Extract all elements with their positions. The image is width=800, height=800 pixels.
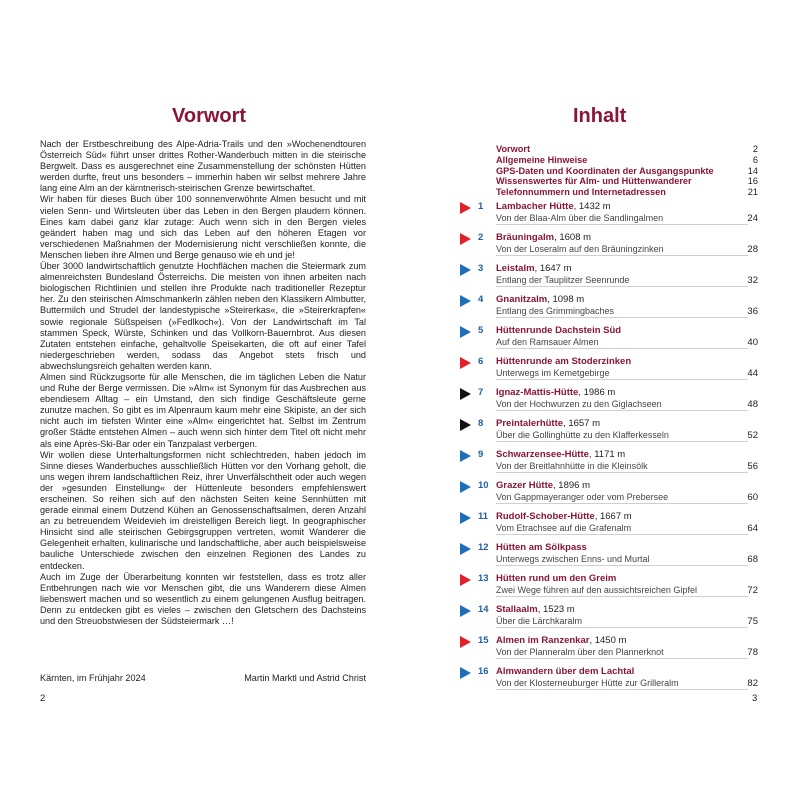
toc-tour-entry[interactable] <box>460 447 758 478</box>
toc-tour-entry[interactable] <box>460 540 758 571</box>
tour-subtitle: Unterwegs zwischen Enns- und Murtal <box>496 554 748 566</box>
toc-intro-label: GPS-Daten und Koordinaten der Ausgangspunkte <box>496 165 714 176</box>
contents-heading: Inhalt <box>573 105 627 127</box>
toc-tour-entry[interactable] <box>460 633 758 664</box>
tour-triangle-icon <box>460 605 471 617</box>
tour-altitude: , 1896 m <box>553 480 590 491</box>
tour-triangle-icon <box>460 636 471 648</box>
tour-triangle-icon <box>460 357 471 369</box>
tour-number: 9 <box>478 449 484 460</box>
tour-page: 72 <box>747 585 758 596</box>
tour-page: 52 <box>747 430 758 441</box>
tour-subtitle: Von der Loseralm auf den Bräuningzinken <box>496 244 748 256</box>
tour-title <box>496 232 591 243</box>
tour-name: Hüttenrunde am Stoderzinken <box>496 356 632 367</box>
toc-tour-entry[interactable] <box>460 385 758 416</box>
tour-name: Lambacher Hütte <box>496 201 574 212</box>
toc-tour-entry[interactable] <box>460 664 758 695</box>
toc-tour-entry[interactable] <box>460 261 758 292</box>
tour-subtitle: Vom Etrachsee auf die Grafenalm <box>496 523 748 535</box>
tour-title <box>496 356 631 367</box>
tour-page: 60 <box>747 492 758 503</box>
tour-altitude: , 1657 m <box>563 418 601 429</box>
tour-triangle-icon <box>460 543 471 555</box>
tour-name: Grazer Hütte <box>496 480 554 491</box>
tour-number: 11 <box>478 511 489 522</box>
tour-number: 14 <box>478 604 489 615</box>
toc-tour-entry[interactable] <box>460 199 758 230</box>
tour-subtitle: Zwei Wege führen auf den aussichtsreichen Gipfel <box>496 585 748 597</box>
right-page <box>400 0 800 800</box>
toc-intro-label: Allgemeine Hinweise <box>496 154 588 165</box>
toc-intro-label: Vorwort <box>496 144 531 154</box>
toc-intro-label: Wissenswertes für Alm- und Hüttenwanderer <box>496 176 692 187</box>
tour-subtitle: Über die Lärchkaralm <box>496 616 748 628</box>
toc-intro-page: 2 <box>752 144 758 154</box>
tour-triangle-icon <box>460 295 471 307</box>
toc-tour-entry[interactable] <box>460 416 758 447</box>
tour-name: Hüttenrunde Dachstein Süd <box>496 325 622 336</box>
tour-number: 10 <box>478 480 489 491</box>
tour-name: Gnanitzalm <box>496 294 548 305</box>
foreword-text <box>40 139 366 627</box>
tour-subtitle: Von der Hochwurzen zu den Giglachseen <box>496 399 748 411</box>
place-date: Kärnten, im Frühjahr 2024 <box>40 673 146 683</box>
tour-title <box>496 418 600 429</box>
toc-intro-page: 6 <box>752 154 758 165</box>
tour-altitude: , 1523 m <box>537 604 575 615</box>
tour-triangle-icon <box>460 512 471 524</box>
tour-triangle-icon <box>460 667 471 679</box>
toc-intro-entry[interactable] <box>496 166 758 177</box>
tour-title <box>496 542 587 553</box>
tour-subtitle: Von der Planneralm über den Plannerknot <box>496 647 748 659</box>
tour-altitude: , 1647 m <box>534 263 572 274</box>
tour-number: 16 <box>478 666 489 677</box>
toc-tour-entry[interactable] <box>460 292 758 323</box>
tour-altitude: , 1098 m <box>547 294 585 305</box>
toc-intro-entry[interactable] <box>496 155 758 166</box>
tour-subtitle: Entlang der Tauplitzer Seenrunde <box>496 275 748 287</box>
tour-number: 12 <box>478 542 489 553</box>
toc-tour-entry[interactable] <box>460 230 758 261</box>
tour-page: 40 <box>747 337 758 348</box>
tour-title <box>496 604 575 615</box>
tour-name: Rudolf-Schober-Hütte <box>496 511 595 522</box>
toc-intro-page: 16 <box>747 176 758 187</box>
tour-subtitle: Entlang des Grimmingbaches <box>496 306 748 318</box>
tour-title <box>496 449 625 460</box>
page-number-right: 3 <box>752 693 758 704</box>
tour-page: 56 <box>747 461 758 472</box>
tour-altitude: , 1171 m <box>588 449 626 460</box>
tour-page: 75 <box>747 616 758 627</box>
tour-page: 78 <box>747 647 758 658</box>
tour-page: 82 <box>747 678 758 689</box>
tour-subtitle: Von der Blaa-Alm über die Sandlingalmen <box>496 213 748 225</box>
tour-title <box>496 387 615 398</box>
tour-number: 6 <box>478 356 484 367</box>
tour-title <box>496 201 611 212</box>
tour-number: 7 <box>478 387 484 398</box>
signature-line <box>40 673 366 683</box>
tour-name: Bräuningalm <box>496 232 555 243</box>
toc-intro-entry[interactable] <box>496 187 758 198</box>
tour-page: 48 <box>747 399 758 410</box>
tour-subtitle: Über die Gollinghütte zu den Klafferkesseln <box>496 430 748 442</box>
tour-altitude: , 1450 m <box>589 635 627 646</box>
tour-page: 68 <box>747 554 758 565</box>
tour-triangle-icon <box>460 202 471 214</box>
tour-number: 13 <box>478 573 489 584</box>
tour-altitude: , 1667 m <box>594 511 632 522</box>
tour-title <box>496 480 590 491</box>
tour-name: Almen im Ranzenkar <box>496 635 590 646</box>
tour-triangle-icon <box>460 481 471 493</box>
tour-name: Hütten rund um den Greim <box>496 573 617 584</box>
toc-intro-entry[interactable] <box>496 176 758 187</box>
toc-intro-page: 21 <box>747 187 758 198</box>
tour-altitude: , 1986 m <box>578 387 616 398</box>
foreword-paragraph: Auch im Zuge der Überarbeitung konnten wir feststellen, dass es trotz aller Entbehrungen nach wie vor Menschen gibt, die uns Wanderern diese Almen liebenswert machen und so wesentlich zu einem gelungenen Ausflug beitragen. Denn zu entdecken gibt es vieles – zwischen den Gletschern des Dachsteins und den Streuobstwiesen der Südsteiermark …! <box>40 571 366 627</box>
tour-name: Almwandern über dem Lachtal <box>496 666 635 677</box>
tour-number: 3 <box>478 263 484 274</box>
toc-tour-entry[interactable] <box>460 354 758 385</box>
toc-intro-page: 14 <box>747 165 758 176</box>
tour-page: 36 <box>747 306 758 317</box>
tour-name: Schwarzensee-Hütte <box>496 449 589 460</box>
tour-name: Preintalerhütte <box>496 418 564 429</box>
toc-tour-entry[interactable] <box>460 323 758 354</box>
tour-triangle-icon <box>460 450 471 462</box>
tour-triangle-icon <box>460 326 471 338</box>
tour-triangle-icon <box>460 233 471 245</box>
tour-title <box>496 325 621 336</box>
foreword-heading: Vorwort <box>172 105 247 127</box>
tour-page: 44 <box>747 368 758 379</box>
tour-triangle-icon <box>460 388 471 400</box>
tour-subtitle: Unterwegs im Kemetgebirge <box>496 368 748 380</box>
tour-altitude: , 1608 m <box>554 232 592 243</box>
tour-title <box>496 635 626 646</box>
tour-triangle-icon <box>460 264 471 276</box>
tour-name: Ignaz-Mattis-Hütte <box>496 387 579 398</box>
tour-title <box>496 573 616 584</box>
tour-triangle-icon <box>460 419 471 431</box>
foreword-paragraph: Wir wollen diese Unterhaltungsformen nicht schlechtreden, haben jedoch im Sinne dieses Wanderbuches ausschließlich Hütten vor den Vorhang geholt, die uns wegen ihrem landschaftlichen Reiz, ihrer Unverfälschtheit oder auch wegen der »gesunden Einstellung« der Hüttenleute besonders empfehlenswert erscheinen. So reihen sich auf den nächsten Seiten keine Sennhütten mit gerade einmal einem Dutzend Kühen an Genossenschaftsalmen, deren Anzahl an zu betreuendem Weidevieh im dreistelligen Bereich liegt. In geographischer Hinsicht sind alle steirischen Gebirgsgruppen vertreten, womit Wanderer die Gelegenheit erhalten, kulinarische und landschaftliche, aber auch beispielsweise bauliche Unterschiede zwischen den einzelnen Regionen des Landes zu entdecken. <box>40 449 366 571</box>
tour-page: 64 <box>747 523 758 534</box>
tour-title <box>496 511 632 522</box>
tour-number: 2 <box>478 232 484 243</box>
tour-number: 15 <box>478 635 489 646</box>
tour-title <box>496 294 584 305</box>
tour-name: Stallaalm <box>496 604 538 615</box>
tour-title <box>496 263 572 274</box>
tour-subtitle: Von Gappmayeranger oder vom Prebersee <box>496 492 748 504</box>
foreword-paragraph: Wir haben für dieses Buch über 100 sonnenverwöhnte Almen besucht und mit vielen Senn- und Wirtsleuten über das Leben in den Bergen plaudern können. Eines kam dabei ganz klar zutage: Auch wenn sich in den Bergen vieles geändert haben mag und sich das Leben auf den höheren Etagen vor verschiedenen Maßnahmen der Modernisierung nicht verschließen konnte, die Menschen lieben ihre Almen und Berge genauso wie eh und je! <box>40 194 366 260</box>
tour-page: 24 <box>747 213 758 224</box>
tour-triangle-icon <box>460 574 471 586</box>
tour-name: Hütten am Sölkpass <box>496 542 587 553</box>
tour-altitude: , 1432 m <box>573 201 611 212</box>
tour-page: 28 <box>747 244 758 255</box>
toc-tour-entry[interactable] <box>460 478 758 509</box>
tour-number: 1 <box>478 201 484 212</box>
foreword-paragraph: Über 3000 landwirtschaftlich genutzte Hochflächen machen die Steiermark zum almenreichsten Bundesland Österreichs. Die meisten von ihnen arbeiten nach biologischen Richtlinien und stellen ihre Produkte nach traditioneller Rezeptur her. Zu den steirischen Almschmankerln zählen neben den Klassikern Almbutter, Buttermilch und Strudel der landestypische »Steirerkas«, die »Steirerkrapfen« sowie regionale Süßspeisen (»Fedlkoch«). Von der Landwirtschaft im Tal stammen Speck, Würste, Schinken und das Vollkorn-Bauernbrot. Aus diesen Zutaten entstehen einfache, gehaltvolle Speisekarten, die oft auf einer Tafel niedergeschrieben werden, sodass das Angebot stets frisch und abwechslungsreich gehalten werden kann. <box>40 261 366 371</box>
tour-subtitle: Von der Breitlahnhütte in die Kleinsölk <box>496 461 748 473</box>
tour-subtitle: Auf den Ramsauer Almen <box>496 337 748 349</box>
tour-subtitle: Von der Klosterneuburger Hütte zur Grilleralm <box>496 678 748 690</box>
tour-number: 8 <box>478 418 484 429</box>
toc-tour-list <box>460 199 758 695</box>
toc-intro-label: Telefonnummern und Internetadressen <box>496 187 666 198</box>
toc-tour-entry[interactable] <box>460 571 758 602</box>
tour-name: Leistalm <box>496 263 535 274</box>
foreword-paragraph: Nach der Erstbeschreibung des Alpe-Adria-Trails und den »Wochenendtouren Österreich Süd« führt unser drittes Rother-Wanderbuch mitten in die steirische Bergwelt. Dass es ausgerechnet eine Zusammenstellung der schönsten Hütten werden durfte, freut uns besonders – immerhin haben wir selbst mehrere Jahre lang eine Alm an der kärntnerisch-steirischen Grenze bewirtschaftet. <box>40 139 366 194</box>
tour-number: 4 <box>478 294 484 305</box>
tour-title <box>496 666 634 677</box>
page-number-left: 2 <box>40 693 46 704</box>
toc-intro-section <box>496 144 758 198</box>
authors: Martin Marktl und Astrid Christ <box>244 673 366 683</box>
foreword-paragraph: Almen sind Rückzugsorte für alle Menschen, die im täglichen Leben die Natur und Ruhe der Berge vermissen. Die »Alm« ist Synonym für das Ausbrechen aus ebendiesem Alltag – ein Umstand, den sich findige Geschäftsleute gerne zunutze machen. So gibt es im Alpenraum kaum mehr eine Skipiste, an der sich nicht auch im tiefsten Winter eine »Alm« eingerichtet hat. Selbst im Zentrum großer Städte entstehen Almen – auch wenn sich hinter dem Titel oft nicht mehr als eine Après-Ski-Bar oder ein Tanzpalast verbergen. <box>40 371 366 449</box>
toc-tour-entry[interactable] <box>460 602 758 633</box>
tour-page: 32 <box>747 275 758 286</box>
tour-number: 5 <box>478 325 484 336</box>
toc-tour-entry[interactable] <box>460 509 758 540</box>
toc-intro-entry[interactable] <box>496 144 758 155</box>
